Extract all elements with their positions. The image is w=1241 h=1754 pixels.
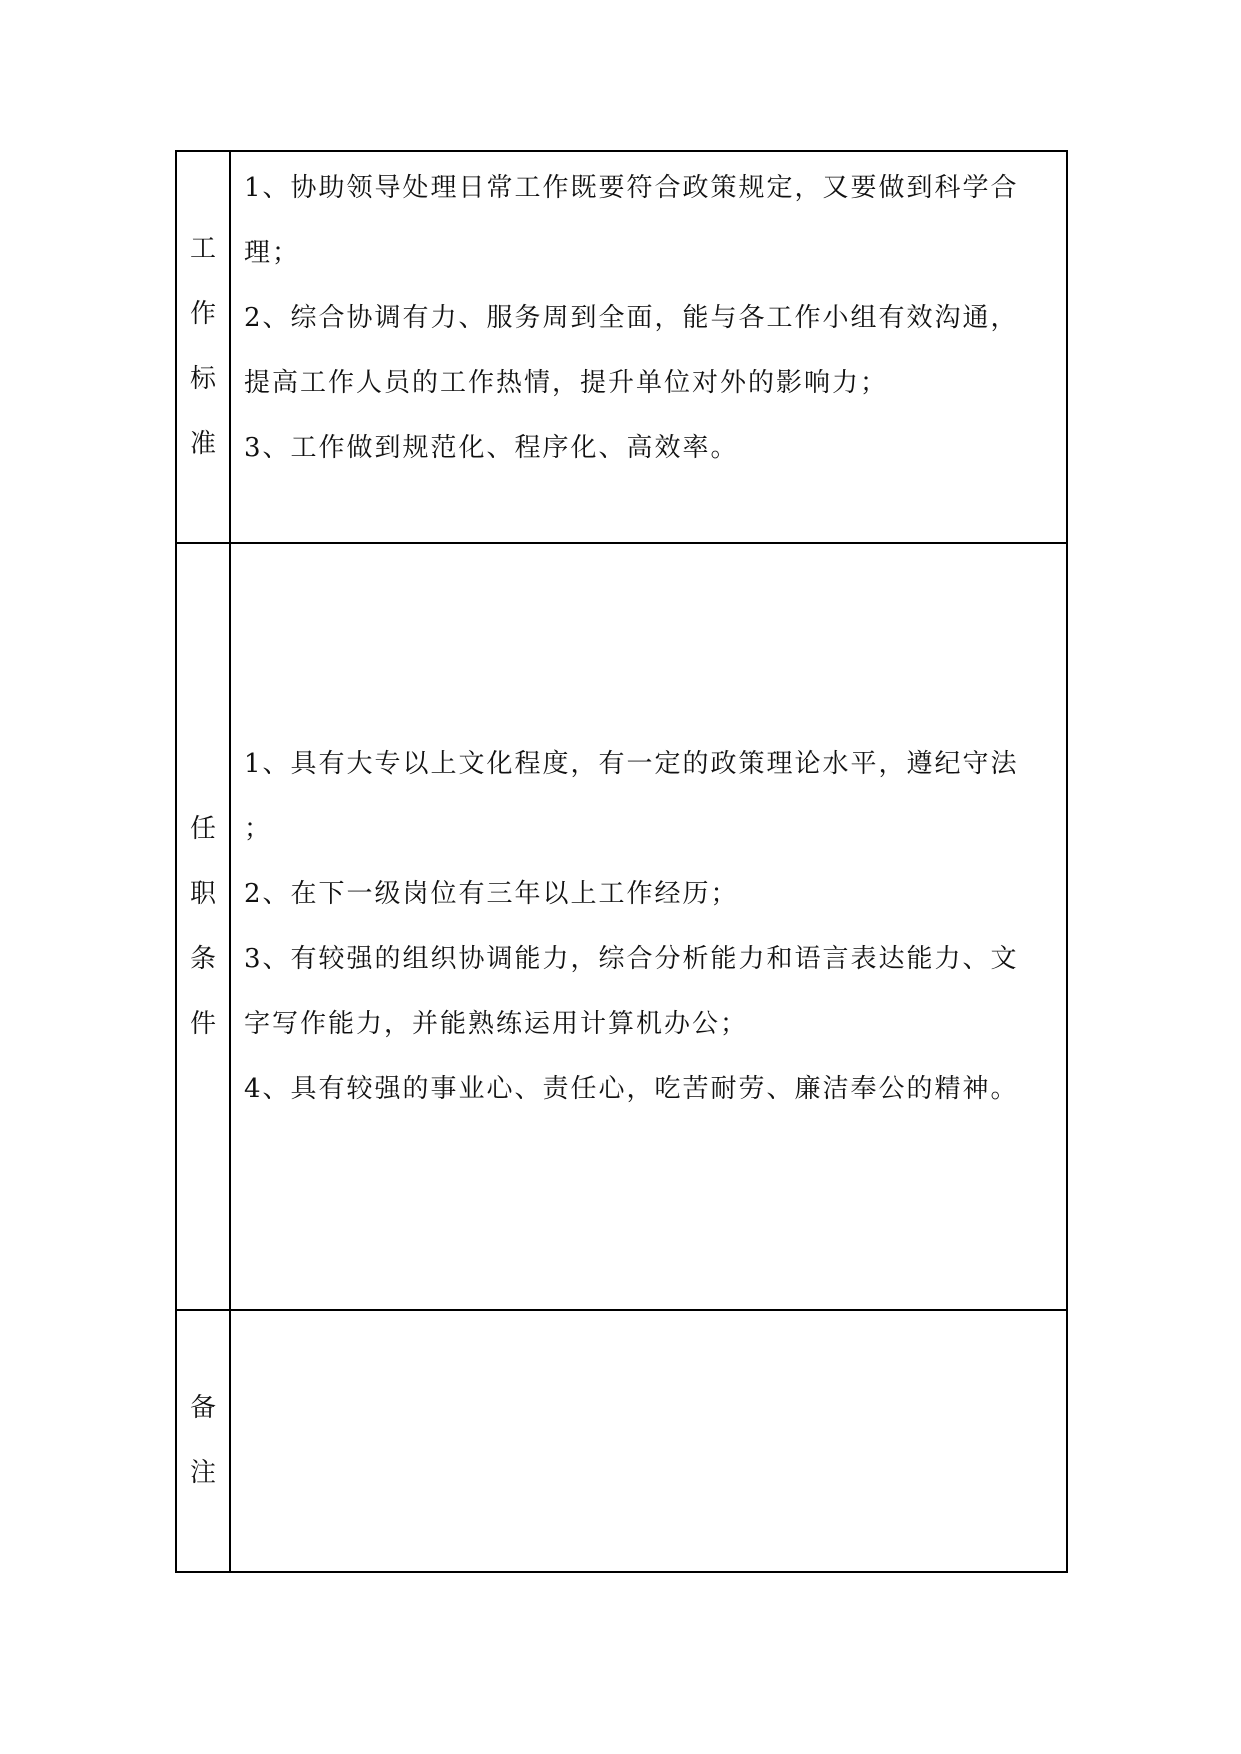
work-standard-content [230,151,1067,543]
content-line: 字写作能力，并能熟练运用计算机办公； [244,1008,749,1039]
qualification-row [176,543,1067,1310]
content-line: ； [244,813,273,844]
label-char: 件 [189,1008,216,1039]
content-line: 2、在下一级岗位有三年以上工作经历； [244,878,739,909]
work-standard-label [176,151,230,543]
content-line: 4、具有较强的事业心、责任心，吃苦耐劳、廉洁奉公的精神。 [244,1073,1019,1104]
remarks-content [230,1310,1067,1572]
label-char: 任 [189,813,216,844]
remarks-row [176,1310,1067,1572]
content-line: 3、有较强的组织协调能力，综合分析能力和语言表达能力、文 [244,943,1019,974]
label-char: 作 [189,299,216,329]
label-char: 标 [189,364,216,394]
work-standard-row [176,151,1067,543]
qualification-label [176,543,230,1310]
label-char: 准 [189,429,216,459]
content-line: 理； [244,238,301,268]
label-char: 备 [189,1393,216,1423]
content-line: 1、具有大专以上文化程度，有一定的政策理论水平，遵纪守法 [244,748,1019,779]
label-char: 职 [189,878,216,909]
content-line: 1、协助领导处理日常工作既要符合政策规定，又要做到科学合 [244,173,1019,203]
content-line: 提高工作人员的工作热情，提升单位对外的影响力； [244,368,889,398]
job-description-table [175,150,1068,1573]
content-line: 2、综合协调有力、服务周到全面，能与各工作小组有效沟通， [244,303,1019,333]
content-line: 3、工作做到规范化、程序化、高效率。 [244,433,739,463]
label-char: 注 [189,1458,216,1488]
qualification-content [230,543,1067,1310]
label-char: 工 [189,234,216,264]
remarks-label [176,1310,230,1572]
label-char: 条 [189,943,216,974]
